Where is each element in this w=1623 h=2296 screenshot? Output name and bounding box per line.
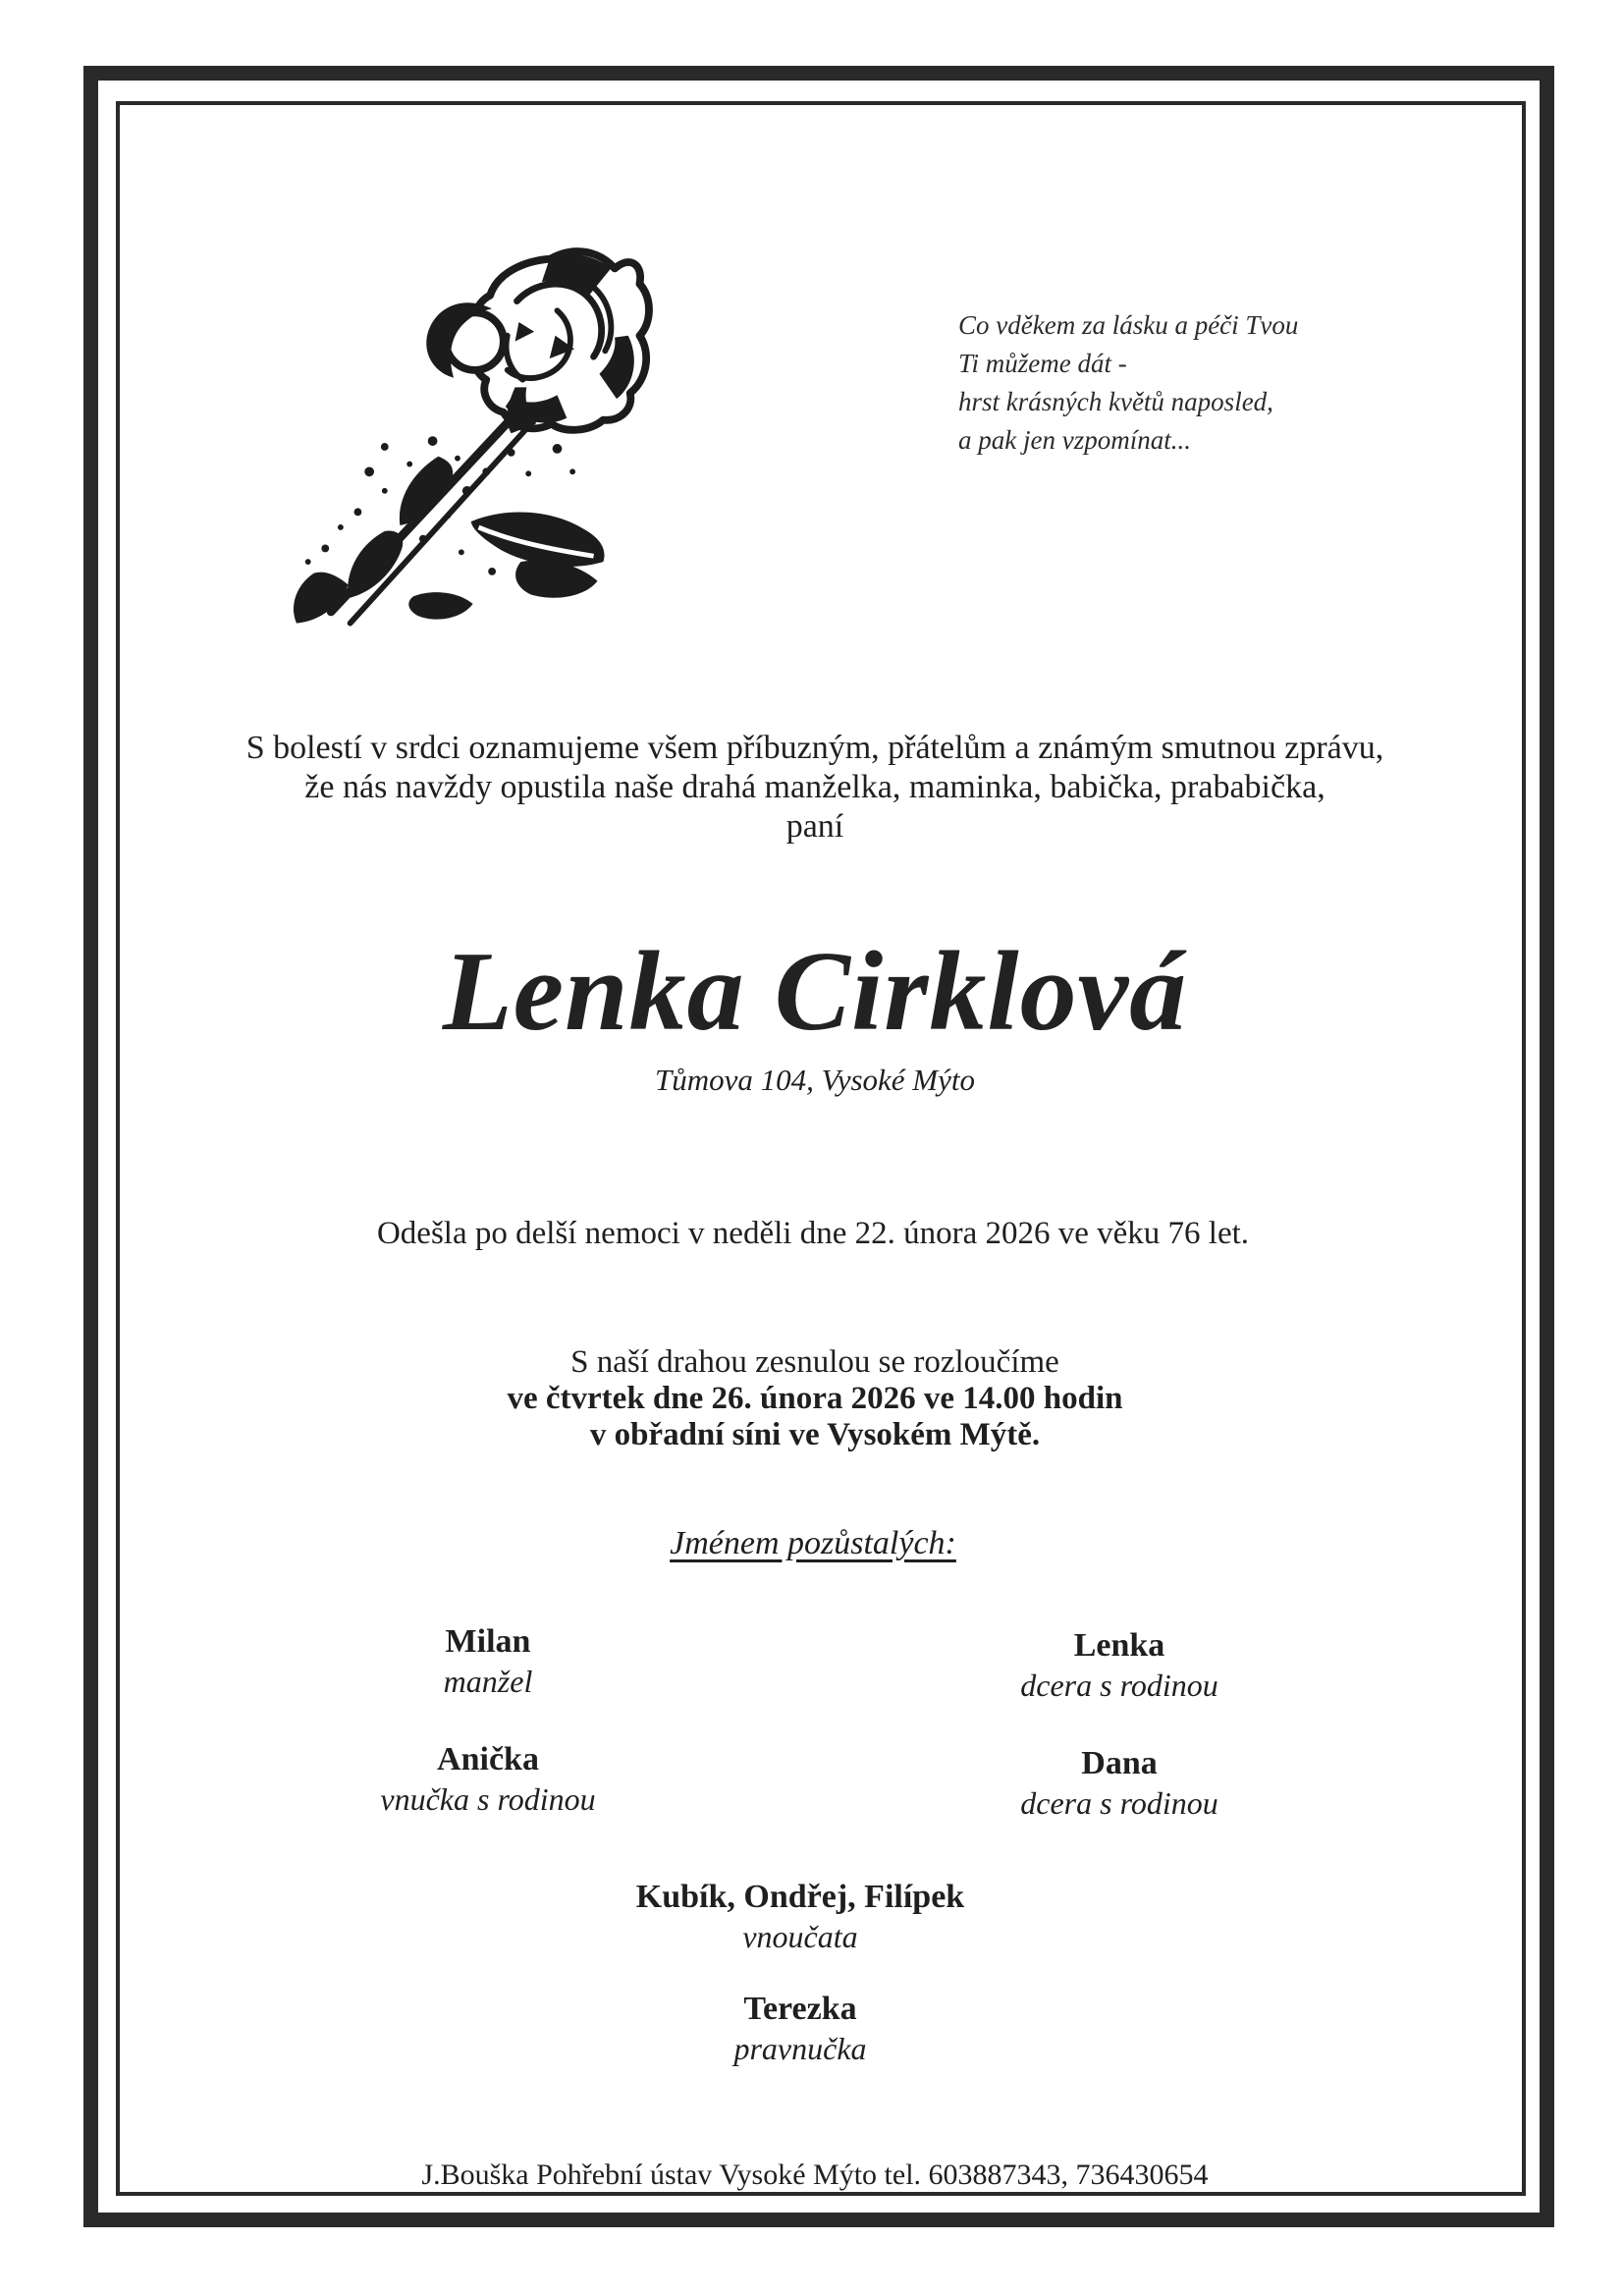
survivor-relation: vnučka s rodinou — [380, 1781, 596, 1817]
spacer — [154, 1701, 822, 1740]
poem-line: Co vděkem za lásku a péči Tvou — [958, 310, 1299, 340]
poem-line: hrst krásných květů naposled, — [958, 387, 1273, 416]
survivor-name: Terezka — [743, 1991, 857, 2027]
farewell-date-time: ve čtvrtek dne 26. února 2026 ve 14.00 hodin — [507, 1381, 1123, 1416]
survivor-name: Kubík, Ondřej, Filípek — [635, 1879, 965, 1915]
spacer — [805, 1705, 1434, 1744]
deceased-address: Tůmova 104, Vysoké Mýto — [654, 1063, 975, 1097]
announcement-line: paní — [785, 808, 844, 845]
farewell-info — [108, 1344, 1522, 1453]
rose-icon — [260, 244, 653, 646]
survivor-name: Milan — [445, 1623, 531, 1660]
farewell-line: S naší drahou zesnulou se rozloučíme — [570, 1344, 1059, 1380]
survivor-relation: manžel — [443, 1664, 533, 1699]
survivor-relation: dcera s rodinou — [1020, 1785, 1218, 1821]
survivor-relation: vnoučata — [742, 1919, 858, 1954]
survivor-relation: pravnučka — [733, 2031, 867, 2066]
poem-line: a pak jen vzpomínat... — [958, 425, 1191, 455]
survivor-name: Dana — [1081, 1745, 1158, 1781]
survivor-relation: dcera s rodinou — [1020, 1667, 1218, 1703]
survivors-great-grandchild — [0, 1990, 1600, 2068]
deceased-name: Lenka Cirklová — [442, 929, 1188, 1055]
survivors-column-right — [805, 1626, 1434, 1823]
announcement-line: S bolestí v srdci oznamujeme všem příbuzným, přátelům a známým smutnou zprávu, — [245, 730, 1384, 766]
announcement-text — [108, 729, 1522, 847]
farewell-place: v obřadní síni ve Vysokém Mýtě. — [589, 1417, 1041, 1452]
survivors-column-left — [154, 1622, 822, 1819]
survivors-grandchildren — [0, 1878, 1600, 1956]
survivors-heading: Jménem pozůstalých: — [670, 1525, 956, 1561]
funeral-home-info: J.Bouška Pohřební ústav Vysoké Mýto tel. 603887343, 736430654 — [421, 2159, 1209, 2191]
survivor-name: Lenka — [1073, 1627, 1165, 1664]
poem-quote — [958, 306, 1371, 460]
poem-line: Ti můžeme dát - — [958, 349, 1127, 378]
death-info: Odešla po delší nemoci v neděli dne 22. února 2026 ve věku 76 let. — [376, 1216, 1250, 1251]
announcement-line: že nás navždy opustila naše drahá manželka, maminka, babička, prababička, — [304, 769, 1325, 805]
survivor-name: Anička — [437, 1741, 539, 1777]
